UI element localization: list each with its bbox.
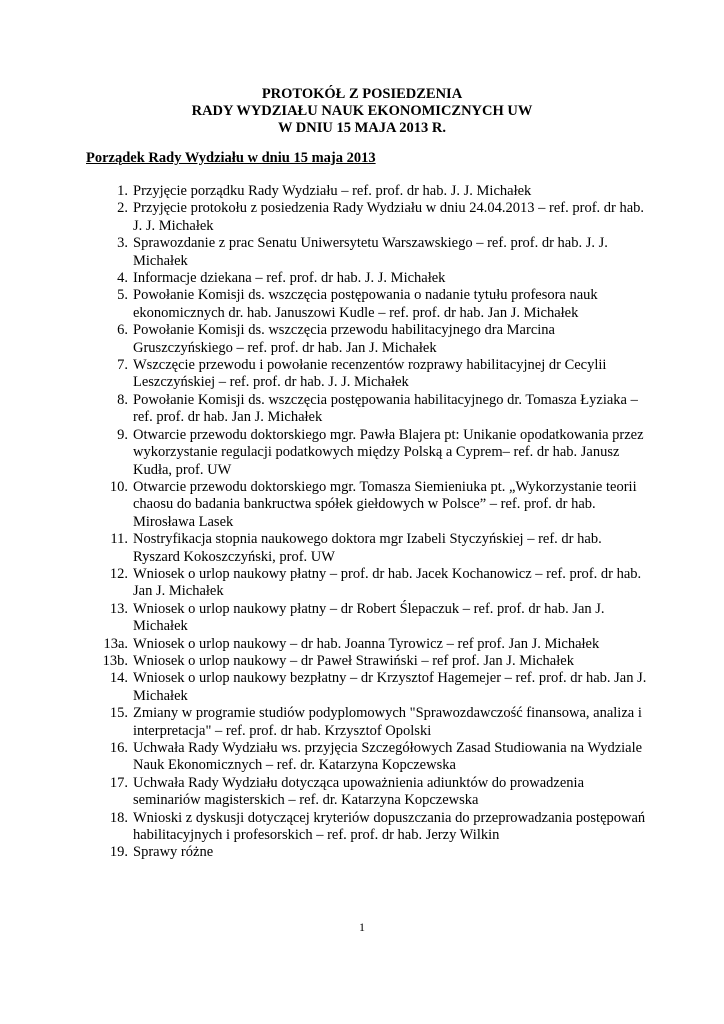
agenda-item-number: 16. <box>109 740 128 756</box>
agenda-item <box>90 775 650 810</box>
agenda-item-text: Uchwała Rady Wydziału dotycząca upoważnienia adiunktów do prowadzenia seminariów magisterskich – ref. dr. Katarzyna Kopczewska <box>133 774 585 809</box>
agenda-item-number: 6. <box>117 322 128 339</box>
agenda-item <box>90 810 650 845</box>
agenda-item-text: Powołanie Komisji ds. wszczęcia przewodu habilitacyjnego dra Marcina Gruszczyńskiego – ref. prof. dr hab. Jan J. Michałek <box>133 322 555 356</box>
agenda-item-number: 15. <box>109 705 128 722</box>
title-line: PROTOKÓŁ Z POSIEDZENIA <box>261 86 463 102</box>
agenda-item-text: Wnioski z dyskusji dotyczącej kryteriów dopuszczania do przeprowadzania postępowań habilitacyjnych i profesorskich – ref. prof. dr hab. Jerzy Wilkin <box>133 809 646 844</box>
agenda-item-number: 14. <box>109 670 128 687</box>
agenda-item-number: 8. <box>117 391 128 408</box>
agenda-item <box>90 270 650 287</box>
agenda-item-number: 13. <box>109 600 128 617</box>
agenda-item-number: 5. <box>117 287 128 304</box>
agenda-item-text: Nostryfikacja stopnia naukowego doktora mgr Izabeli Styczyńskiej – ref. dr hab. Ryszard Kokoszczyński, prof. UW <box>133 531 602 565</box>
agenda-list <box>90 183 650 862</box>
agenda-item <box>90 670 650 705</box>
agenda-item <box>90 844 650 861</box>
agenda-item-number: 10. <box>109 478 128 495</box>
agenda-item-number: 13b. <box>102 652 128 669</box>
title-line: W DNIU 15 MAJA 2013 R. <box>277 120 447 136</box>
agenda-item-number: 3. <box>117 235 128 252</box>
agenda-item-text: Sprawozdanie z prac Senatu Uniwersytetu Warszawskiego – ref. prof. dr hab. J. J. Michałek <box>133 235 608 269</box>
agenda-item-text: Powołanie Komisji ds. wszczęcia postępowania habilitacyjnego dr. Tomasza Łyziaka – ref. prof. dr hab. Jan J. Michałek <box>133 391 638 426</box>
agenda-item-text: Uchwała Rady Wydziału ws. przyjęcia Szczegółowych Zasad Studiowania na Wydziale Nauk Ekonomicznych – ref. dr. Katarzyna Kopczewska <box>133 740 643 774</box>
agenda-item <box>90 287 650 322</box>
agenda-item-text: Informacje dziekana – ref. prof. dr hab. J. J. Michałek <box>133 270 446 287</box>
agenda-item-text: Przyjęcie protokołu z posiedzenia Rady Wydziału w dniu 24.04.2013 – ref. prof. dr hab. J. J. Michałek <box>133 200 645 234</box>
agenda-item <box>90 200 650 235</box>
agenda-item-number: 12. <box>109 565 128 582</box>
agenda-item <box>90 183 650 200</box>
agenda-item-text: Sprawy różne <box>133 844 214 861</box>
title-line: RADY WYDZIAŁU NAUK EKONOMICZNYCH UW <box>191 103 533 119</box>
agenda-item-number: 11. <box>110 531 128 548</box>
agenda-item-number: 9. <box>117 426 128 443</box>
agenda-item-text: Powołanie Komisji ds. wszczęcia postępowania o nadanie tytułu profesora nauk ekonomicznych dr. hab. Januszowi Kudle – ref. prof. dr hab. Jan J. Michałek <box>133 287 598 321</box>
agenda-item-number: 7. <box>117 357 128 374</box>
agenda-item-text: Wniosek o urlop naukowy – dr hab. Joanna Tyrowicz – ref prof. Jan J. Michałek <box>133 635 600 652</box>
agenda-item <box>90 705 650 740</box>
agenda-item <box>90 566 650 601</box>
agenda-item-number: 4. <box>117 270 128 287</box>
agenda-item-number: 18. <box>109 809 128 826</box>
agenda-item-number: 1. <box>117 183 128 199</box>
document-title <box>0 86 724 137</box>
agenda-item-text: Otwarcie przewodu doktorskiego mgr. Tomasza Siemieniuka pt. „Wykorzystanie teorii chaosu do badania bankructwa spółek giełdowych w Polsce” – ref. prof. dr hab. Mirosława Lasek <box>133 478 637 530</box>
agenda-item-text: Zmiany w programie studiów podyplomowych "Sprawozdawczość finansowa, analiza i interpretacja" – ref. prof. dr hab. Krzysztof Opolski <box>133 705 642 739</box>
agenda-item-text: Przyjęcie porządku Rady Wydziału – ref. prof. dr hab. J. J. Michałek <box>133 183 532 199</box>
agenda-item-text: Wniosek o urlop naukowy bezpłatny – dr Krzysztof Hagemejer – ref. prof. dr hab. Jan J. Michałek <box>133 670 647 704</box>
page-number: 1 <box>359 920 365 934</box>
agenda-item-text: Wszczęcie przewodu i powołanie recenzentów rozprawy habilitacyjnej dr Cecylii Leszczyńskiej – ref. prof. dr hab. J. J. Michałek <box>133 357 607 391</box>
agenda-item-text: Wniosek o urlop naukowy płatny – prof. dr hab. Jacek Kochanowicz – ref. prof. dr hab. Jan J. Michałek <box>133 565 642 600</box>
agenda-item-number: 17. <box>109 774 128 791</box>
agenda-item <box>90 653 650 670</box>
agenda-item-number: 19. <box>109 844 128 861</box>
agenda-item-text: Wniosek o urlop naukowy płatny – dr Robert Ślepaczuk – ref. prof. dr hab. Jan J. Michałek <box>133 600 605 635</box>
agenda-item <box>90 392 650 427</box>
agenda-item <box>90 479 650 531</box>
agenda-item-text: Wniosek o urlop naukowy – dr Paweł Strawiński – ref prof. Jan J. Michałek <box>133 652 574 669</box>
agenda-item-number: 2. <box>117 200 128 217</box>
agenda-heading: Porządek Rady Wydziału w dniu 15 maja 2013 <box>86 150 376 166</box>
agenda-item-number: 13a. <box>103 635 128 652</box>
agenda-item-text: Otwarcie przewodu doktorskiego mgr. Pawła Blajera pt: Unikanie opodatkowania przez wykorzystanie regulacji podatkowych między Polską a Cyprem– ref. dr hab. Janusz Kudła, prof. UW <box>133 426 644 478</box>
agenda-item <box>90 531 650 566</box>
agenda-item <box>90 601 650 636</box>
agenda-item <box>90 357 650 392</box>
agenda-item <box>90 235 650 270</box>
agenda-item <box>90 636 650 653</box>
agenda-item <box>90 322 650 357</box>
agenda-item <box>90 740 650 775</box>
agenda-item <box>90 427 650 479</box>
